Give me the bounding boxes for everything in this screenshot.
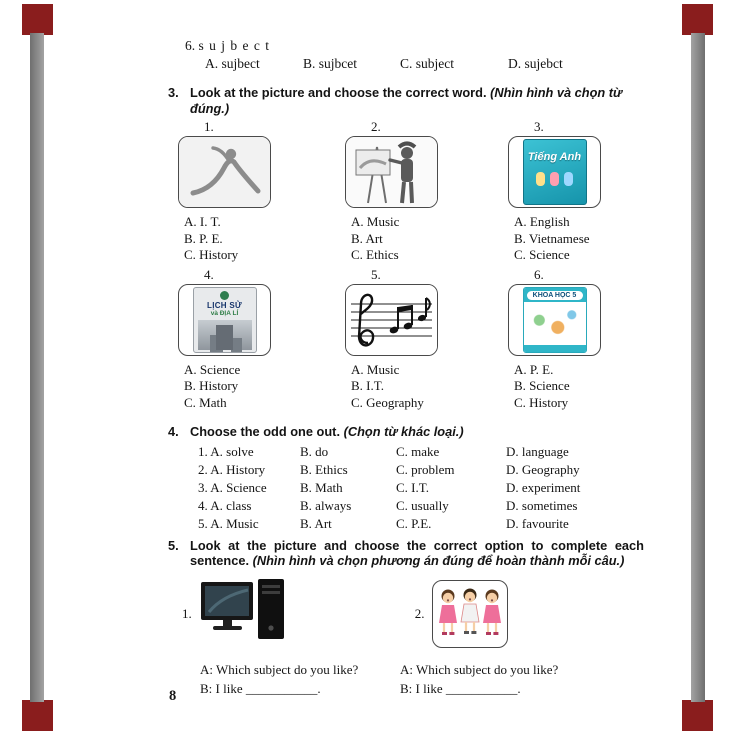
answer-option: C. Science bbox=[514, 247, 570, 262]
painter-easel-image bbox=[345, 136, 438, 208]
picture-number: 5. bbox=[371, 266, 381, 282]
music-notes-image bbox=[345, 284, 438, 356]
picture-item-3 bbox=[498, 119, 646, 264]
answer-option: B. Math bbox=[300, 479, 343, 495]
answer-option: 4. A. class bbox=[198, 497, 252, 513]
book-title-line1: LỊCH SỬ bbox=[207, 300, 242, 310]
picture-row-1 bbox=[168, 119, 646, 264]
answer-option: D. favourite bbox=[506, 515, 569, 531]
dialogue-line-a: A: Which subject do you like? bbox=[200, 661, 359, 677]
odd-one-out-row bbox=[168, 461, 646, 479]
answer-option: A. P. E. bbox=[514, 361, 554, 377]
science-book-image bbox=[508, 284, 601, 356]
answer-option: C. History bbox=[184, 247, 239, 262]
picture-options bbox=[514, 362, 646, 412]
picture-options bbox=[514, 214, 646, 264]
answer-option: B. do bbox=[300, 443, 329, 459]
section-5-dialogues bbox=[168, 660, 646, 698]
picture-item-1 bbox=[168, 119, 335, 264]
section-5-heading bbox=[168, 538, 646, 569]
answer-option: 5. A. Music bbox=[198, 515, 259, 531]
picture-number: 3. bbox=[534, 119, 544, 134]
section-4-heading bbox=[168, 424, 646, 440]
dialogue-line-b: B: I like ___________. bbox=[400, 680, 521, 696]
answer-option: 1. A. solve bbox=[198, 443, 254, 459]
picture-options bbox=[184, 214, 335, 264]
odd-one-out-list bbox=[168, 443, 646, 533]
book-cover-photo bbox=[198, 320, 252, 350]
page-edge-right bbox=[691, 33, 705, 702]
answer-option: B. Ethics bbox=[300, 461, 348, 477]
answer-option: B. always bbox=[300, 497, 352, 513]
english-textbook-image bbox=[508, 136, 601, 208]
answer-option: B. I.T. bbox=[351, 378, 384, 393]
picture-item-2 bbox=[335, 119, 498, 264]
answer-option: C. subject bbox=[400, 56, 454, 71]
question-number: 6. bbox=[185, 38, 196, 53]
odd-one-out-row bbox=[168, 515, 646, 533]
section-title-vi: (Nhìn hình và chọn phương án đúng để hoàn thành mỗi câu.) bbox=[252, 553, 625, 568]
book-title-band bbox=[524, 288, 586, 302]
answer-option: C. P.E. bbox=[396, 515, 432, 531]
picture-options bbox=[351, 362, 498, 412]
section-number: 3. bbox=[168, 85, 179, 100]
picture-item-6 bbox=[498, 267, 646, 412]
section-title-vi: (Nhìn hình và chọn từ đúng.) bbox=[190, 85, 623, 116]
answer-option: B. Art bbox=[300, 515, 332, 531]
picture-number: 1. bbox=[204, 119, 214, 134]
picture-number: 1. bbox=[182, 605, 192, 621]
section-title-en: Choose the odd one out. bbox=[190, 424, 340, 439]
odd-one-out-row bbox=[168, 479, 646, 497]
answer-option: C. History bbox=[514, 394, 569, 410]
book-cover-illustration bbox=[527, 304, 583, 340]
answer-option: C. Ethics bbox=[351, 247, 399, 262]
answer-option: 2. A. History bbox=[198, 461, 266, 477]
answer-option: D. sujebct bbox=[508, 56, 563, 71]
answer-option: C. Math bbox=[184, 394, 227, 410]
ballet-dancer-image bbox=[178, 136, 271, 208]
answer-option: A. English bbox=[514, 214, 570, 229]
corner-mark-bottom-left bbox=[22, 700, 53, 731]
answer-option: C. make bbox=[396, 443, 440, 459]
scrambled-word: s u j b e c t bbox=[198, 38, 270, 53]
corner-mark-top-right bbox=[682, 4, 713, 35]
answer-option: C. Geography bbox=[351, 394, 424, 410]
odd-one-out-row bbox=[168, 443, 646, 461]
dialogue-2 bbox=[400, 660, 558, 698]
book-title: Tiếng Anh bbox=[527, 151, 582, 163]
answer-option: A. Science bbox=[184, 361, 241, 377]
answer-option: B. Art bbox=[351, 230, 383, 246]
picture-number: 2. bbox=[414, 605, 425, 621]
english-book-cover bbox=[523, 139, 587, 205]
answer-option: B. Vietnamese bbox=[514, 230, 590, 246]
answer-option: A. sujbect bbox=[205, 56, 260, 71]
page-content bbox=[168, 38, 646, 698]
book-logo bbox=[220, 291, 229, 300]
picture-options bbox=[351, 214, 498, 264]
answer-option: B. P. E. bbox=[184, 230, 223, 246]
section-title-vi: (Chọn từ khác loại.) bbox=[343, 424, 464, 439]
sentence-item-1 bbox=[182, 577, 287, 651]
answer-option: A. I. T. bbox=[184, 214, 221, 229]
desktop-computer-image bbox=[199, 577, 287, 651]
picture-row-2 bbox=[168, 267, 646, 412]
page-edge-left bbox=[30, 33, 44, 702]
section-5-pictures bbox=[168, 577, 646, 651]
answer-option: C. usually bbox=[396, 497, 449, 513]
history-book-cover bbox=[193, 287, 257, 353]
answer-option: A. Music bbox=[351, 214, 400, 229]
book-title: KHOA HỌC 5 bbox=[527, 291, 583, 300]
children-singing-image bbox=[432, 580, 508, 648]
dialogue-1 bbox=[200, 660, 400, 698]
odd-one-out-row bbox=[168, 497, 646, 515]
picture-item-5 bbox=[335, 267, 498, 412]
section-3-heading bbox=[168, 85, 646, 116]
picture-item-4 bbox=[168, 267, 335, 412]
answer-option: D. language bbox=[506, 443, 569, 459]
section-title-en: Look at the picture and choose the correct word. bbox=[190, 85, 487, 100]
history-geography-book-image bbox=[178, 284, 271, 356]
picture-number: 4. bbox=[204, 266, 214, 282]
dialogue-line-b: B: I like ___________. bbox=[200, 680, 321, 696]
section-number: 5. bbox=[168, 537, 179, 553]
book-cover-children-figures bbox=[524, 172, 586, 186]
answer-option: B. History bbox=[184, 378, 239, 393]
answer-option: 3. A. Science bbox=[198, 479, 267, 495]
book-title-line2: và ĐỊA LÍ bbox=[210, 309, 239, 317]
answer-option: D. experiment bbox=[506, 479, 581, 495]
sentence-item-2 bbox=[415, 580, 508, 648]
section-title-en: Look at the picture and choose the correct option to complete each sentence. bbox=[190, 537, 644, 568]
answer-option: A. Music bbox=[351, 361, 400, 377]
corner-mark-top-left bbox=[22, 4, 53, 35]
picture-number: 6. bbox=[534, 266, 544, 282]
page-number: 8 bbox=[169, 688, 177, 704]
question-6-word bbox=[168, 38, 646, 54]
dialogue-line-a: A: Which subject do you like? bbox=[400, 661, 559, 677]
question-6-options bbox=[168, 56, 646, 72]
answer-option: D. Geography bbox=[506, 461, 580, 477]
answer-option: B. Science bbox=[514, 378, 570, 393]
answer-option: C. problem bbox=[396, 461, 455, 477]
section-number: 4. bbox=[168, 424, 179, 439]
answer-option: C. I.T. bbox=[396, 479, 429, 495]
science-book-cover bbox=[523, 287, 587, 353]
picture-number: 2. bbox=[371, 119, 381, 134]
picture-options bbox=[184, 362, 335, 412]
answer-option: D. sometimes bbox=[506, 497, 578, 513]
answer-option: B. sujbcet bbox=[303, 56, 357, 71]
corner-mark-bottom-right bbox=[682, 700, 713, 731]
